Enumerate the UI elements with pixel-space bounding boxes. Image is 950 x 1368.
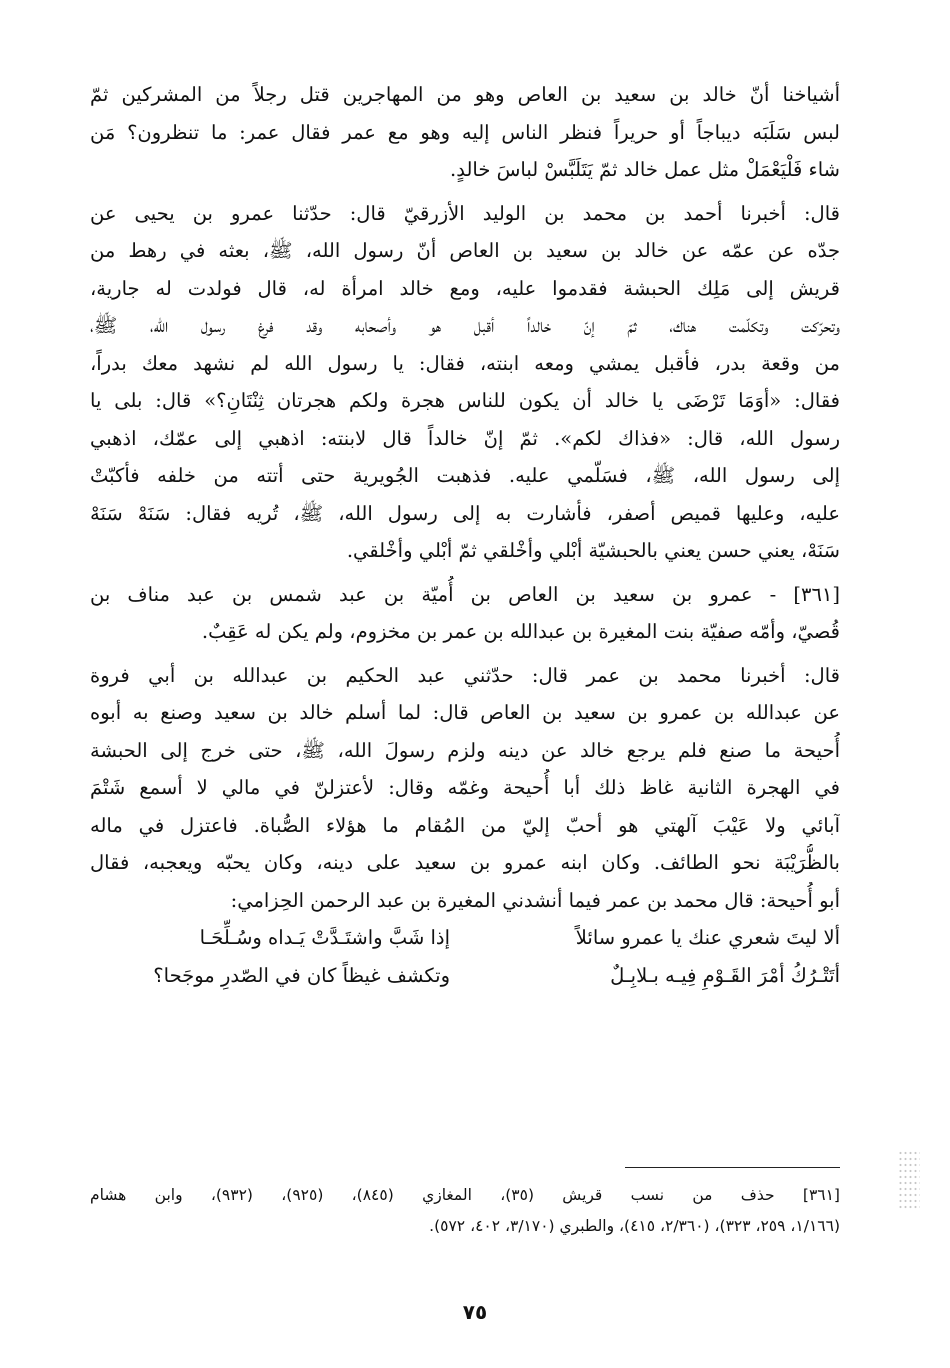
text-line: سَنَهْ، يعني حسن يعني بالحبشيّة أبْلي وأخْلقي ثمّ أبْلي وأخْلقي. [346,539,840,562]
text-line: عليه، وعليها قميص أصفر، فأشارت به إلى رسول الله، ﷺ، تُريه فقال: سَنَهْ سَنَهْ [90,501,840,525]
poem-verse [90,957,840,995]
verse-first-hemistich: ألا ليتَ شعري عنك يا عمرو سائلاً [575,926,840,949]
footnote-separator [625,1167,840,1168]
text-line: أُحيحة ما صنع فلم يرجع خالد عن دينه ولزم رسولَ الله، ﷺ، حتى خرج إلى الحبشة [90,738,840,762]
text-line: رسول الله، قال: «فذاك لكم». ثمّ إنّ خالداً قال لابنته: اذهبي إلى عمّك، اذهبي [90,426,840,450]
main-text [90,76,840,994]
poem-verse [90,919,840,957]
text-line: آبائي ولا عَيْبَ آلهتي هو أحبّ إليّ من المُقام ما هؤلاء الصُّباة. فاعتزل في ماله [90,813,840,837]
text-line: جدّه عن عمّه عن خالد بن سعيد بن العاص أنّ رسول الله، ﷺ، بعثه في رهط من [90,239,840,262]
biography-heading-line: [٣٦١] - عمرو بن سعيد بن العاص بن أُميّة بن عبد شمس بن عبد مناف بن [90,582,840,606]
text-line: أشياخنا أنّ خالد بن سعيد بن العاص وهو من المهاجرين قتل رجلاً من المشركين ثمّ [90,83,840,106]
footnotes [90,1180,840,1242]
text-line: شاء فَلْيَعْمَلْ مثل عمل خالد ثمّ يَتَلَبَّسْ لباسَ خالدٍ. [450,158,840,181]
text-line: لبس سَلَبَه ديباجاً أو حريراً فنظر الناس إليه وهو مع عمر فقال عمر: ما تنظرون؟ مَن [90,120,840,144]
text-line: قال: أخبرنا أحمد بن محمد بن الوليد الأزرقيّ قال: حدّثنا عمرو بن يحيى عن [90,201,840,225]
text-line: من وقعة بدر، فأقبل يمشي ومعه ابنته، فقال: يا رسول الله لم نشهد معك بدراً، [90,351,840,375]
text-line: عن عبدالله بن عمرو بن سعيد بن العاص قال: لما أسلم خالد بن سعيد وصنع به أبوه [90,701,840,724]
page-number: ٧٥ [462,1300,488,1324]
scan-noise [898,1150,920,1210]
footnote-line: (١/١٦٦، ٢٥٩، ٣٢٣)، (٢/٣٦٠، ٤١٥)، والطبري (٣/١٧٠، ٤٠٢، ٥٧٢). [429,1217,840,1235]
text-line: قريش إلى مَلِك الحبشة فقدموا عليه، ومع خالد امرأة له، قال فولدت له جارية، [90,276,840,300]
verse-first-hemistich: أتَتْـرُكُ أمْرَ القَـوْمِ فِيـه بـلابِـلٌ [610,963,840,987]
footnote-line: [٣٦١] حذف من نسب قريش (٣٥)، المغازي (٨٤٥)، (٩٢٥)، (٩٣٢)، وابن هشام [90,1186,840,1204]
text-line: في الهجرة الثانية غاظ ذلك أبا أُحيحة وغمّه وقال: لأعتزلنّ في مالي لا أسمع شَتْمَ [90,776,840,799]
text-line: وتحرّكت وتكلّمت هناك، ثمّ إنّ خالداً أقبل هو وأصحابه وقد فرغ رسول الله، ﷺ، [90,314,840,337]
text-line: فقال: «أوَمَا تَرْضَى يا خالد أن يكون للناس هجرة ولكم هجرتان ثِنْتَانِ؟» قال: بلى يا [90,389,840,412]
text-line: إلى رسول الله، ﷺ، فسَلّمي عليه. فذهبت الجُويرية حتى أتته من خلفه فأكبّتْ [90,464,840,487]
text-line: قال: أخبرنا محمد بن عمر قال: حدّثني عبد الحكيم بن عبدالله بن أبي فروة [90,663,840,687]
verse-second-hemistich: وتكشف غيظاً كان في الصّدرِ موجَحا؟ [153,963,450,987]
text-line: قُصيّ، وأمّه صفيّة بنت المغيرة بن عبدالله بن عمر بن مخزوم، ولم يكن له عَقِبٌ. [201,620,840,643]
text-line: أبو أُحيحة: قال محمد بن عمر فيما أنشدني المغيرة بن عبد الرحمن الحِزامي: [230,888,840,912]
verse-second-hemistich: إذا شَبَّ واشتَـدَّتْ يَـداه وسُـلِّحَـا [199,926,450,949]
text-line: بالظُّرَيْبَة نحو الطائف. وكان ابنه عمرو بن سعيد على دينه، وكان يحبّه ويعجبه، فقال [90,851,840,874]
